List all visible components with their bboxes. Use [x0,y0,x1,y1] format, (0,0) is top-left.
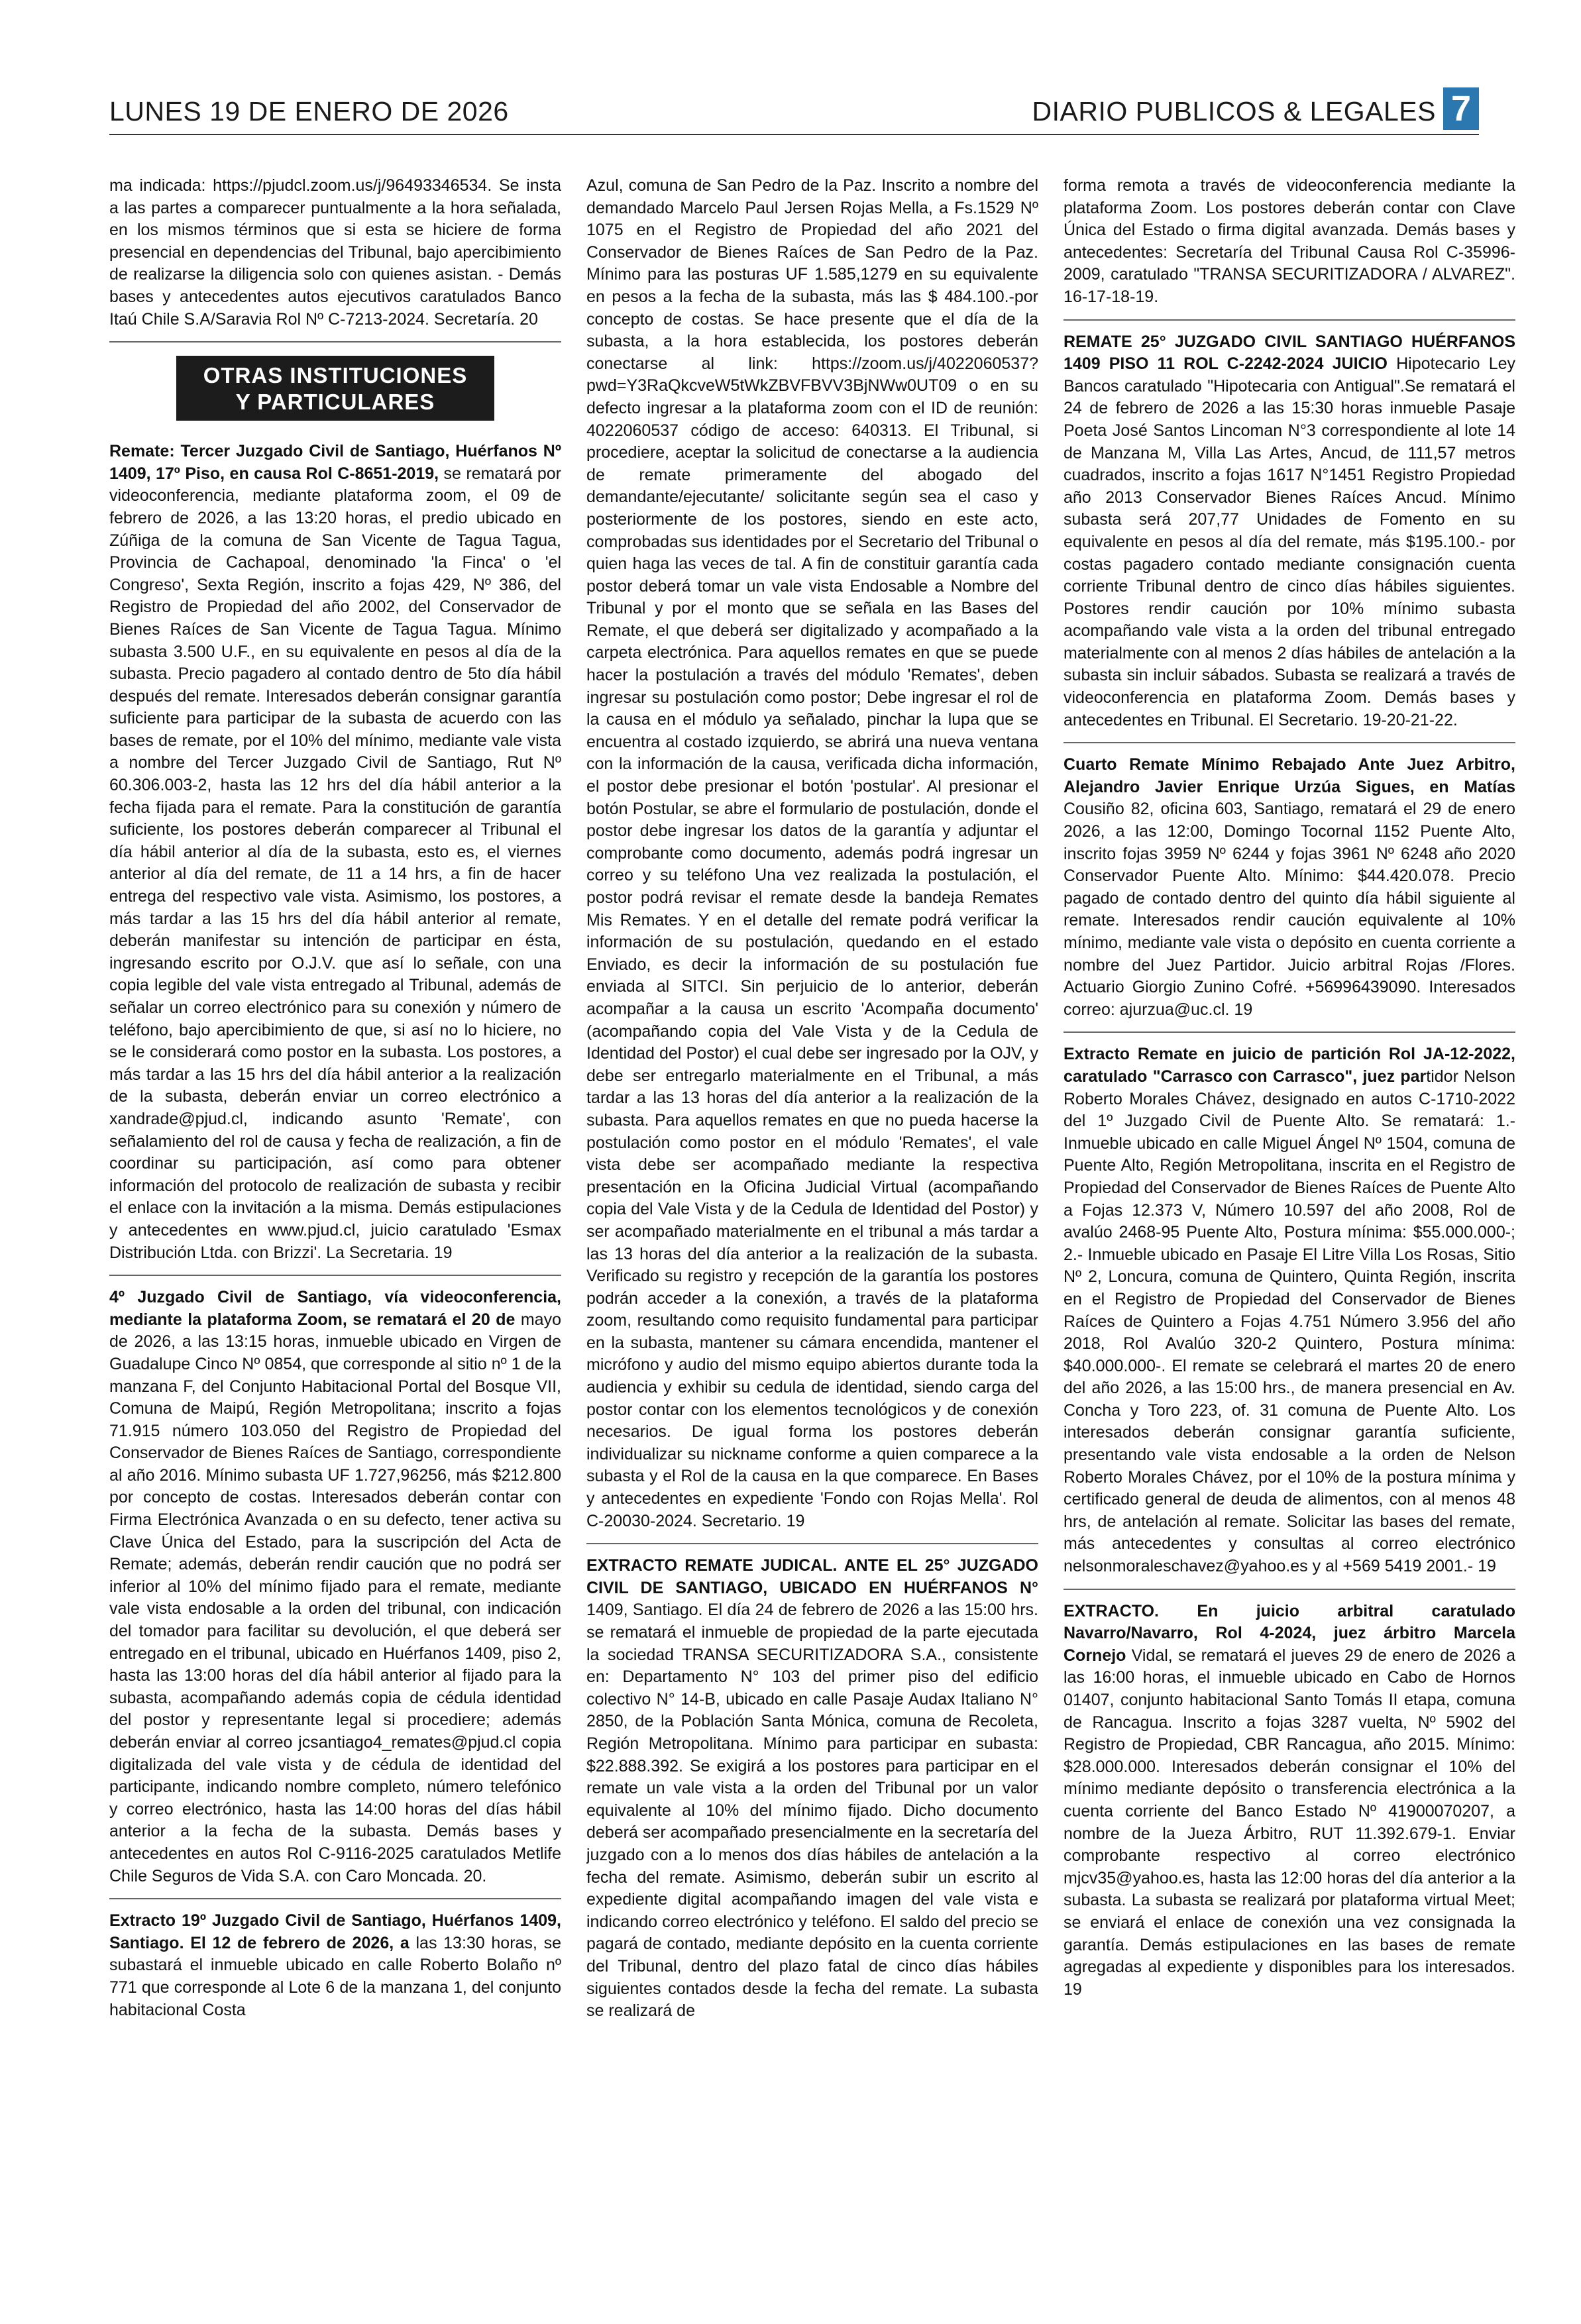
notice-body: Hipotecario Ley Bancos caratulado "Hipotecaria con Antigual".Se rematará el 24 de febrero de 2026 a las 15:30 horas inmueble Pasaje Poeta José Santos Lincoman N°3 correspondiente al lote 14 de Manzana M, Villa Las Artes, Ancud, de 111,57 metros cuadrados, inscrito a fojas 1617 N°1451 Registro Propiedad año 2013 Conservador Bienes Raíces Ancud. Mínimo subasta será 207,77 Unidades de Fomento en su equivalente en pesos al día del remate, más $195.100.- por costas pagadero contado mediante consignación cuenta corriente Tribunal dentro de cinco días hábiles siguientes. Postores rendir caución por 10% mínimo subasta acompañando vale vista a la orden del tribunal entregado materialmente con al menos 2 días hábiles de antelación a la subasta sin incluir sábados. Subasta se realizará a través de videoconferencia en plataforma Zoom. Demás bases y antecedentes en Tribunal. El Secretario. 19-20-21-22. [1063,354,1515,729]
divider [586,1543,1038,1544]
issue-date: LUNES 19 DE ENERO DE 2026 [109,96,509,127]
page-header [109,83,1479,130]
notice-body: ma indicada: https://pjudcl.zoom.us/j/96493346534. Se insta a las partes a comparecer puntualmente a la hora señalada, en los mismos términos que si esta se hiciere de forma presencial en dependencias del Tribunal, bajo apercibimiento de realizarse la diligencia solo con quienes asistan. - Demás bases y antecedentes autos ejecutivos caratulados Banco Itaú Chile S.A/Saravia Rol Nº C-7213-2024. Secretaría. 20 [109,176,561,329]
notice-heading: Remate: Tercer Juzgado Civil de Santiago, Huérfanos Nº 1409, 17º Piso, en causa Rol C-8651-2019, [109,442,561,483]
notice-body: forma remota a través de videoconferencia mediante la plataforma Zoom. Los postores deberán contar con Clave Única del Estado o firma digital avanzada. Demás bases y antecedentes: Secretaría del Tribunal Causa Rol C-35996-2009, caratulado "TRANSA SECURITIZADORA / ALVAREZ". 16-17-18-19. [1063,176,1515,306]
divider [109,1275,561,1276]
notice-continuation [1063,175,1515,309]
notice-body: las 13:30 horas, se subastará el inmueble ubicado en calle Roberto Bolaño nº 771 que corresponde al Lote 6 de la manzana 1, del conjunto habitacional Costa [109,1933,561,2019]
section-heading-line2: Y PARTICULARES [235,390,435,415]
page-number: 7 [1443,87,1479,130]
section-heading [176,356,494,421]
divider [1063,1031,1515,1033]
notice-heading: EXTRACTO. En juicio arbitral caratulado Navarro/Navarro, Rol 4-2024, juez árbitro Marcela Cornejo [1063,1601,1515,1665]
divider [109,341,561,343]
notice-body: Cousiño 82, oficina 603, Santiago, rematará el 29 de enero 2026, a las 12:00, Domingo Tocornal 1152 Puente Alto, inscrito fojas 3959 Nº 6244 y fojas 3961 Nº 6248 año 2020 Conservador Puente Alto. Mínimo: $44.420.078. Precio pagado de contado dentro del quinto día hábil siguiente al remate. Interesados rendir caución equivalente al 10% mínimo, mediante vale vista o depósito en cuenta corriente a nombre del Juez Partidor. Juicio arbitral Rojas /Flores. Actuario Giorgio Zunino Cofré. +56996439090. Interesados correo: ajurzua@uc.cl. 19 [1063,800,1515,1019]
notice-heading: EXTRACTO REMATE JUDICAL. ANTE EL 25° JUZGADO CIVIL DE SANTIAGO, UBICADO EN HUÉRFANOS N° [586,1556,1038,1597]
notice [586,1555,1038,2022]
notice-heading: REMATE 25° JUZGADO CIVIL SANTIAGO HUÉRFANOS 1409 PISO 11 ROL C-2242-2024 JUICIO [1063,332,1515,374]
divider [109,1898,561,1899]
column-3 [1063,175,1515,2295]
notice-body: Vidal, se rematará el jueves 29 de enero de 2026 a las 16:00 horas, el inmueble ubicado en Cabo de Hornos 01407, conjunto habitacional Santo Tomás II etapa, comuna de Rancagua. Inscrito a fojas 3287 vuelta, Nº 5902 del Registro de Propiedad, CBR Rancagua, año 2015. Mínimo: $28.000.000. Interesados deberán consignar el 10% del mínimo mediante depósito o transferencia electrónica a la cuenta corriente del Banco Estado Nº 41900070207, a nombre de la Jueza Árbitro, RUT 11.392.679-1. Enviar comprobante respectivo al correo electrónico mjcv35@yahoo.es, hasta las 12:00 horas del día anterior a la subasta. La subasta se realizará por plataforma virtual Meet; se enviará el enlace de conexión una vez consignada la garantía. Demás estipulaciones en las bases de remate agregadas al expediente y disponibles para los interesados. 19 [1063,1646,1515,1999]
notice-heading: Extracto 19º Juzgado Civil de Santiago, Huérfanos 1409, Santiago. El 12 de febrero de 2026, a [109,1911,561,1952]
notice-heading: Extracto Remate en juicio de partición Rol JA-12-2022, caratulado "Carrasco con Carrasco", juez par [1063,1045,1515,1086]
section-heading-line1: OTRAS INSTITUCIONES [203,363,468,388]
header-rule [109,134,1479,135]
divider [1063,1589,1515,1590]
notice-body: Azul, comuna de San Pedro de la Paz. Inscrito a nombre del demandado Marcelo Paul Jersen Rojas Mella, a Fs.1529 Nº 1075 en el Registro de Propiedad del año 2021 del Conservador de Bienes Raíces de San Pedro de la Paz. Mínimo para las posturas UF 1.585,1279 en su equivalente en pesos a la fecha de la subasta, más las $ 484.100.-por concepto de costas. Se hace presente que el día de la subasta, a la hora establecida, los postores deberán conectarse al link: https://zoom.us/j/4022060537?pwd=Y3RaQkcveW5tWkZBVFBVV3BjNWw0UT09 o en su defecto ingresar a la plataforma zoom con el ID de reunión: 4022060537 código de acceso: 640313. El Tribunal, si procediere, aceptar la solicitud de conectarse a la audiencia de remate primeramente del abogado del demandante/ejecutante/ solicitante según sea el caso y posteriormente de los postores, siendo en este acto, comprobadas sus identidades por el Secretario del Tribunal o quien haga las veces de tal. A fin de constituir garantía cada postor deberá tomar un vale vista Endosable a Nombre del Tribunal y por el monto que se señala en las Bases del Remate, el que deberá ser digitalizado y acompañado a la carpeta electrónica. Para aquellos remates en que se puede hacer la postulación a través del módulo 'Remates', deben ingresar su postulación como postor; Debe ingresar el rol de la causa en el módulo ya señalado, pinchar la lupa que se encuentra al costado izquierdo, se abrirá una nueva ventana con la información de la causa, verificada dicha información, el postor debe presionar el botón 'postular'. Al presionar el botón Postular, se abre el formulario de postulación, donde el postor debe ingresar los datos de la garantía y adjuntar el comprobante como documento, además podrá ingresar un correo y su teléfono Una vez realizada la postulación, el postor podrá revisar el remate desde la bandeja Remates Mis Remates. Y en el detalle del remate podrá verificar la información de su postulación, quedando en el estado Enviado, es decir la información de su postulación fue enviada al SITCI. Sin perjuicio de lo anterior, deberán acompañar a la causa un escrito 'Acompaña documento' (acompañando copia del Vale Vista y de la Cedula de Identidad del Postor) el cual debe ser ingresado por la OJV, y debe ser entregarlo materialmente en el Tribunal, a más tardar a las 13 horas del día anterior a la realización de la subasta. Para aquellos remates en que no pueda hacerse la postulación como postor en el módulo 'Remates', el vale vista debe ser acompañado mediante la respectiva presentación en la Oficina Judicial Virtual (acompañando copia del Vale Vista y de la Cedula de Identidad del Postor) y ser acompañado materialmente en el tribunal a más tardar a las 13 horas del día anterior a la realización de la subasta. Verificado su registro y recepción de la garantía los postores podrán acceder a la conexión, a través de la plataforma zoom, resultando como requisito fundamental para participar en la subasta, mantener su cámara encendida, mantener el micrófono y audio del mismo equipo abiertos durante toda la audiencia y exhibir su cedula de identidad, siendo carga del postor contar con los elementos tecnológicos y de conexión necesarios. De igual forma los postores deberán individualizar su nickname conforme a quien comparece a la subasta y el Rol de la causa en la que comparece. En Bases y antecedentes en expediente 'Fondo con Rojas Mella'. Rol C-20030-2024. Secretario. 19 [586,176,1038,1530]
notice-body: se rematará por videoconferencia, mediante plataforma zoom, el 09 de febrero de 2026, a las 13:20 horas, el predio ubicado en Zúñiga de la comuna de San Vicente de Tagua Tagua, Provincia de Cachapoal, denominado 'la Finca' o 'el Congreso', Sexta Región, inscrito a fojas 429, Nº 386, del Registro de Propiedad del año 2002, del Conservador de Bienes Raíces de San Vicente de Tagua Tagua. Mínimo subasta 3.500 U.F., en su equivalente en pesos al día de la subasta. Precio pagadero al contado dentro de 5to día hábil después del remate. Interesados deberán consignar garantía suficiente para participar de la subasta de acuerdo con las bases de remate, por el 10% del mínimo, mediante vale vista a nombre del Tercer Juzgado Civil de Santiago, Rut Nº 60.306.003-2, hasta las 12 hrs del día hábil anterior a la fecha fijada para el remate. Para la constitución de garantía suficiente, los postores deberán comparecer al Tribunal el día hábil anterior al día de la subasta, esto es, el viernes anterior al día del remate, de 11 a 14 hrs, a fin de hacer entrega del respectivo vale vista. Asimismo, los postores, a más tardar a las 15 hrs del día hábil anterior al remate, deberán manifestar su intención de participar en ésta, ingresando escrito por O.J.V. que así lo señale, con una copia legible del vale vista entregado al Tribunal, además de señalar un correo electrónico para su conexión y número de teléfono, bajo apercibimiento de que, si así no lo hiciere, no se le considerará como postor en la subasta. Los postores, a más tardar a las 15 hrs del día hábil anterior a la realización de la subasta, deberán enviar un correo electrónico a xandrade@pjud.cl, indicando asunto 'Remate', con señalamiento del rol de causa y fecha de realización, a fin de coordinar su participación, así como para obtener información del protocolo de realización de subasta y recibir el enlace con la invitación a la misma. Demás estipulaciones y antecedentes en www.pjud.cl, juicio caratulado 'Esmax Distribución Ltda. con Brizzi'. La Secretaria. 19 [109,464,561,1262]
notice-continuation [586,175,1038,1532]
notice [1063,1043,1515,1577]
notice-body: tidor Nelson Roberto Morales Chávez, designado en autos C-1710-2022 del 1º Juzgado Civil de Puente Alto. Se rematará: 1.- Inmueble ubicado en calle Miguel Ángel Nº 1504, comuna de Puente Alto, Región Metropolitana, inscrita en el Registro de Propiedad del Conservador de Bienes Raíces de Puente Alto a Fojas 12.373 V, Número 10.597 del año 2008, Rol de avalúo 2468-95 Puente Alto, Postura mínima: $55.000.000-; 2.- Inmueble ubicado en Pasaje El Litre Villa Los Rosas, Sitio Nº 2, Loncura, comuna de Quintero, Quinta Región, inscrita en el Registro de Propiedad del Conservador de Bienes Raíces de Quintero a Fojas 4.751 Número 3.956 del año 2018, Rol Avalúo 320-2 Quintero, Postura mínima: $40.000.000-. El remate se celebrará el martes 20 de enero del año 2026, a las 15:00 hrs., de manera presencial en Av. Concha y Toro 223, of. 31 comuna de Puente Alto. Los interesados deberán consignar garantía suficiente, presentando vale vista endosable a la orden de Nelson Roberto Morales Chávez, por el 10% de la postura mínima y certificado general de deuda de alimentos, con al menos 48 hrs, de antelación al remate. Solicitar las bases del remate, más antecedentes y consultas al correo electrónico nelsonmoraleschavez@yahoo.es y al +569 5419 2001.- 19 [1063,1067,1515,1576]
divider [1063,319,1515,321]
notice [1063,1601,1515,2001]
divider [1063,742,1515,743]
column-2 [586,175,1038,2295]
notice-body: 1409, Santiago. El día 24 de febrero de 2026 a las 15:00 hrs. se rematará el inmueble de propiedad de la parte ejecutada la sociedad TRANSA SECURITIZADORA S.A., consistente en: Departamento N° 103 del primer piso del edificio colectivo N° 14-B, ubicado en calle Pasaje Audax Italiano N° 2850, de la Población Santa Mónica, comuna de Recoleta, Región Metropolitana. Mínimo para participar en subasta: $22.888.392. Se exigirá a los postores para participar en el remate un vale vista a la orden del Tribunal por un valor equivalente al 10% del mínimo fijado. Dicho documento deberá ser acompañado presencialmente en la secretaría del juzgado con a lo menos dos días hábiles de antelación a la fecha del remate. Asimismo, deberán subir un escrito al expediente digital acompañando imagen del vale vista e indicando correo electrónico y teléfono. El saldo del precio se pagará de contado, mediante depósito en la cuenta corriente del Tribunal, dentro del plazo fatal de cinco días hábiles siguientes contados desde la fecha del remate. La subasta se realizará de [586,1601,1038,2021]
column-1 [109,175,561,2295]
notice [109,441,561,1264]
notice-heading: Cuarto Remate Mínimo Rebajado Ante Juez Arbitro, Alejandro Javier Enrique Urzúa Sigues, en Matías [1063,755,1515,796]
notice [109,1287,561,1887]
notice [1063,331,1515,732]
publication-title: DIARIO PUBLICOS & LEGALES [1032,96,1436,127]
notice-continuation [109,175,561,331]
notice-body: mayo de 2026, a las 13:15 horas, inmueble ubicado en Virgen de Guadalupe Cinco Nº 0854, que corresponde al sitio nº 1 de la manzana F, del Conjunto Habitacional Portal del Bosque VII, Comuna de Maipú, Región Metropolitana; inscrito a fojas 71.915 número 103.050 del Registro de Propiedad del Conservador de Bienes Raíces de Santiago, correspondiente al año 2016. Mínimo subasta UF 1.727,96256, más $212.800 por concepto de costas. Interesados deberán contar con Firma Electrónica Avanzada o en su defecto, tener activa su Clave Única del Estado, para la suscripción del Acta de Remate; además, deberán rendir caución que no podrá ser inferior al 10% del mínimo fijado para el remate, mediante vale vista endosable a la orden del tribunal, con indicación del tomador para facilitar su devolución, el que deberá ser entregado en el tribunal, ubicado en Huérfanos 1409, piso 2, hasta las 13:00 horas del día hábil anterior al fijado para la subasta, acompañando además copia de cédula identidad del postor y representante legal si procediere; además deberán enviar al correo jcsantiago4_remates@pjud.cl copia digitalizada del vale vista y de cédula de identidad del participante, indicando nombre completo, número telefónico y correo electrónico, hasta las 14:00 horas del días hábil anterior a la fecha de la subasta. Demás bases y antecedentes en autos Rol C-9116-2025 caratulados Metlife Chile Seguros de Vida S.A. con Caro Moncada. 20. [109,1310,561,1885]
notice-heading: 4º Juzgado Civil de Santiago, vía videoconferencia, mediante la plataforma Zoom, se rematará el 20 de [109,1288,561,1329]
notice [1063,754,1515,1021]
notice [109,1910,561,2021]
